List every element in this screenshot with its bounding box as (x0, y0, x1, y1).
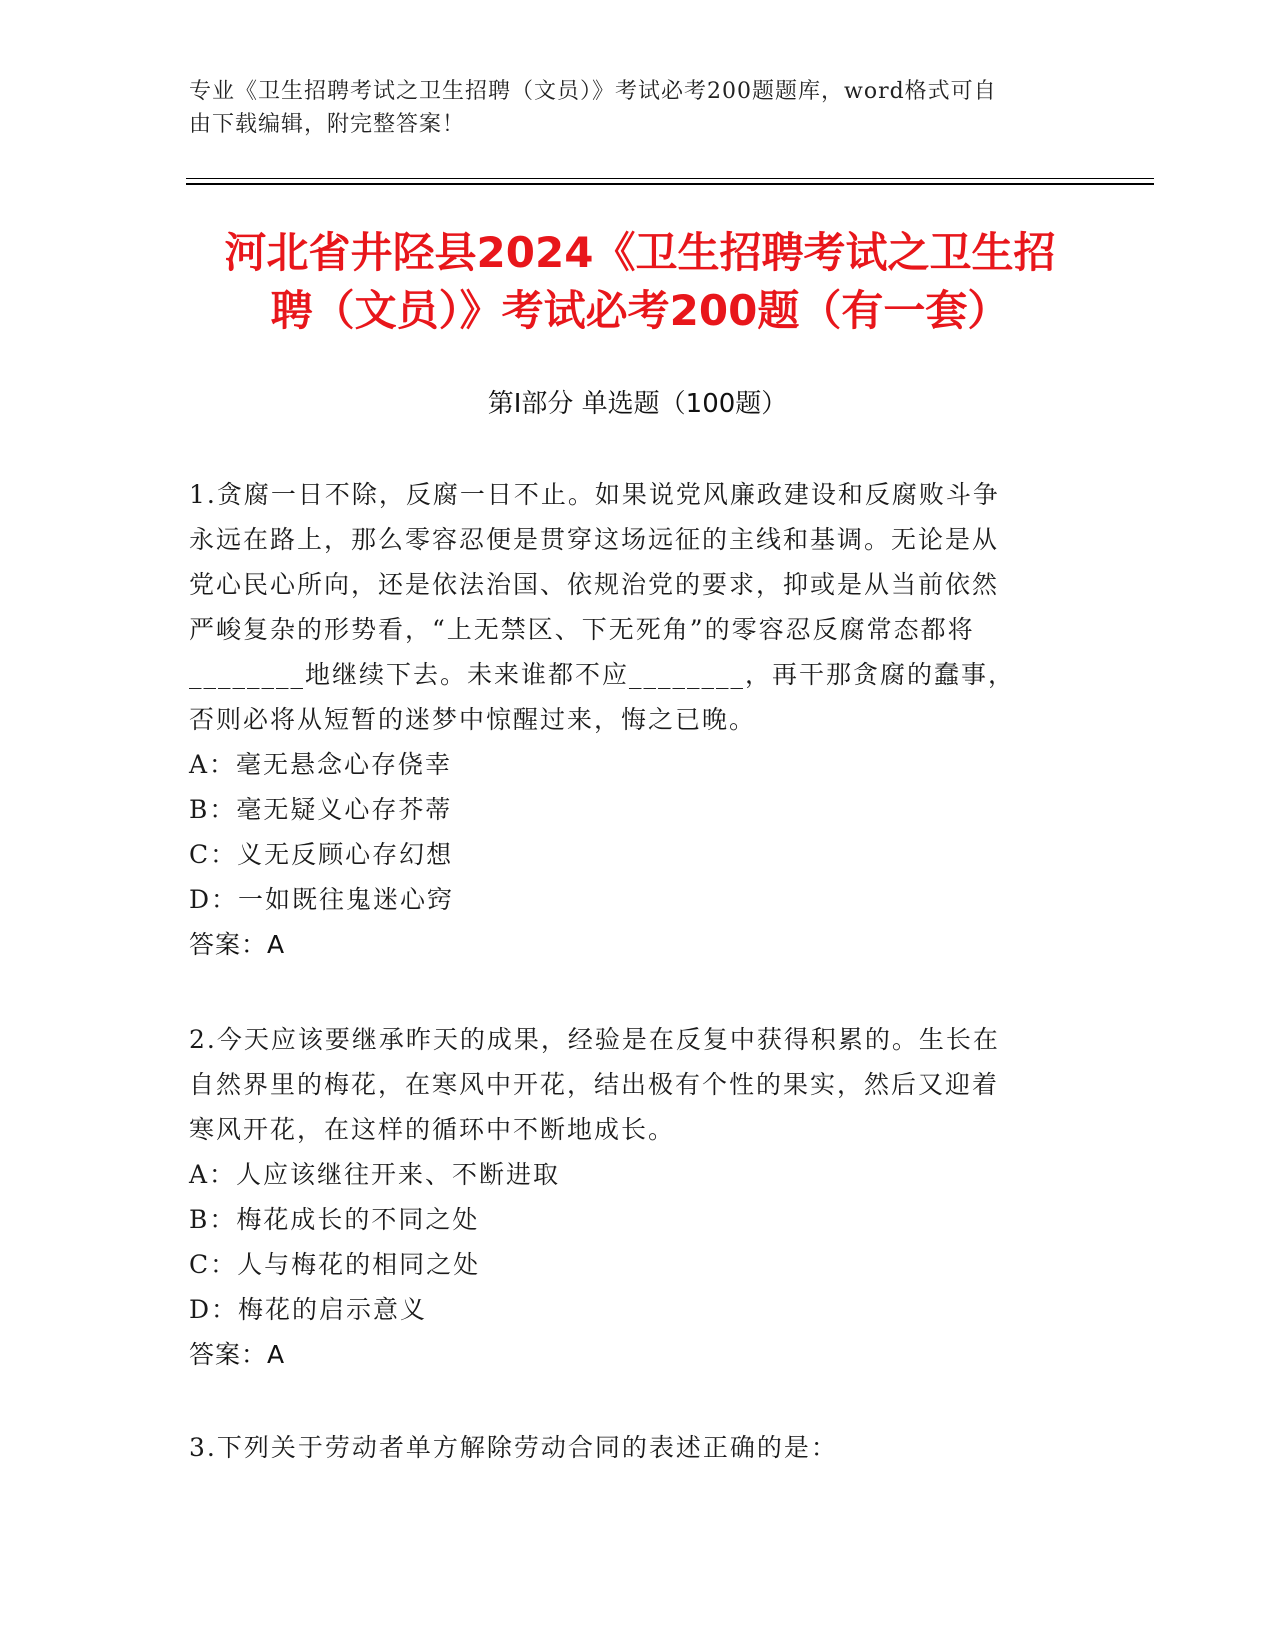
document-title-line-1: 河北省井陉县2024《卫生招聘考试之卫生招 (224, 228, 1056, 277)
answer-line: 答案：A (189, 930, 286, 959)
question-2 (189, 1017, 1069, 1377)
stem-line: 党心民心所向，还是依法治国、依规治党的要求，抑或是从当前依然 (189, 570, 1000, 599)
question-1 (189, 472, 1069, 967)
stem-line: 2.今天应该要继承昨天的成果，经验是在反复中获得积累的。生长在 (189, 1025, 1000, 1054)
question-3 (189, 1425, 1069, 1470)
option-c: C：义无反顾心存幻想 (189, 840, 454, 869)
question-stem (189, 1017, 1069, 1152)
option-a: A：毫无悬念心存侥幸 (189, 750, 453, 779)
stem-line: 永远在路上，那么零容忍便是贯穿这场远征的主线和基调。无论是从 (189, 525, 1000, 554)
question-stem (189, 472, 1069, 742)
stem-line: 否则必将从短暂的迷梦中惊醒过来，悔之已晚。 (189, 705, 757, 734)
option-a: A：人应该继往开来、不断进取 (189, 1160, 561, 1189)
document-title (190, 224, 1090, 340)
header-note-line-1: 专业《卫生招聘考试之卫生招聘（文员）》考试必考200题题库，word格式可自 (189, 79, 997, 104)
option-b: B：梅花成长的不同之处 (189, 1205, 480, 1234)
header-note (189, 75, 1079, 141)
stem-line: 自然界里的梅花，在寒风中开花，结出极有个性的果实，然后又迎着 (189, 1070, 1000, 1099)
stem-line: 3.下列关于劳动者单方解除劳动合同的表述正确的是： (189, 1433, 838, 1462)
option-d: D：梅花的启示意义 (189, 1295, 428, 1324)
header-divider-thick (186, 183, 1154, 185)
option-c: C：人与梅花的相同之处 (189, 1250, 481, 1279)
answer-line: 答案：A (189, 1340, 286, 1369)
document-title-line-2: 聘（文员）》考试必考200题（有一套） (270, 286, 1010, 335)
stem-line: 寒风开花，在这样的循环中不断地成长。 (189, 1115, 676, 1144)
section-heading: 第Ⅰ部分 单选题（100题） (487, 389, 788, 419)
stem-line: ________地继续下去。未来谁都不应________，再干那贪腐的蠢事， (189, 660, 1016, 689)
question-stem (189, 1425, 1069, 1470)
option-d: D：一如既往鬼迷心窍 (189, 885, 455, 914)
header-note-line-2: 由下载编辑，附完整答案！ (189, 112, 466, 137)
stem-line: 1.贪腐一日不除，反腐一日不止。如果说党风廉政建设和反腐败斗争 (189, 480, 1000, 509)
header-divider-thin (186, 178, 1154, 179)
option-b: B：毫无疑义心存芥蒂 (189, 795, 453, 824)
stem-line: 严峻复杂的形势看，“上无禁区、下无死角”的零容忍反腐常态都将 (189, 615, 975, 644)
